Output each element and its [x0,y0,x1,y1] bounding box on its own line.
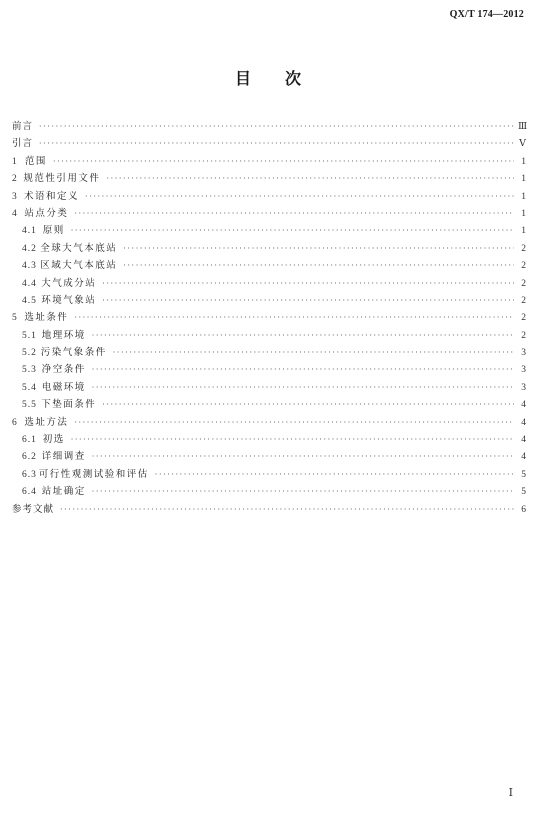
toc-entry[interactable] [12,414,526,431]
toc-entry-label: 可行性观测试验和评估 [38,468,149,480]
dot-leader [123,240,514,257]
toc-entry[interactable] [12,361,526,378]
toc-entry-page: 1 [521,191,526,202]
toc-entry[interactable] [12,448,526,465]
toc-entry-number: 4.2 [22,243,37,254]
toc-entry-number: 5.3 [22,365,37,376]
toc-entry-label: 站址确定 [41,486,86,498]
toc-entry-number: 4 [12,208,17,219]
toc-entry-label: 污染气象条件 [40,347,107,359]
dot-leader [92,361,514,378]
toc-entry-label: 全球大气本底站 [40,242,118,254]
toc-entry-number: 2 [12,174,17,185]
toc-entry-label: 站点分类 [24,207,69,219]
toc-entry-number: 6.3 [22,469,37,480]
toc-entry[interactable] [12,257,526,274]
toc-entry[interactable] [12,188,526,205]
toc-entry-page: 4 [521,435,526,446]
dot-leader [123,257,514,274]
toc-entry-number: 6.4 [22,487,37,498]
toc-entry-page: 2 [521,295,526,306]
toc-entry-label: 选址条件 [24,312,69,324]
toc-entry-number: 5.5 [22,400,37,411]
toc-entry-page: 5 [521,487,526,498]
toc-entry-number: 4.4 [22,278,37,289]
toc-entry-number: 4.5 [22,295,37,306]
toc-entry[interactable] [12,466,526,483]
toc-entry-number: 1 [12,156,17,167]
toc-entry-number: 4.1 [22,226,37,237]
toc-entry-page: 4 [521,417,526,428]
toc-entry-label: 规范性引用文件 [23,173,101,185]
toc-entry[interactable] [12,118,526,135]
toc-entry-label: 地理环境 [41,329,86,341]
footer-page-number: Ⅰ [508,787,513,799]
toc-entry-page: Ⅲ [518,122,528,132]
toc-entry-page: 2 [521,261,526,272]
toc-entry-label: 下垫面条件 [41,399,97,411]
standard-code: QX/T 174—2012 [449,9,524,20]
dot-leader [113,344,514,361]
toc-entry[interactable] [12,275,526,292]
dot-leader [60,501,514,518]
dot-leader [92,327,514,344]
toc-entry-number: 5.1 [22,330,37,341]
toc-entry-page: 2 [521,243,526,254]
toc-entry-label: 范围 [24,155,47,167]
dot-leader [39,118,514,135]
toc-entry-label: 大气成分站 [41,277,97,289]
toc-entry-number: 6.1 [22,435,37,446]
toc-entry-page: 1 [521,174,526,185]
dot-leader [39,135,514,152]
toc-entry-page: 3 [521,365,526,376]
toc-entry-number: 4.3 [22,261,37,272]
toc-entry-page: 4 [521,452,526,463]
toc-entry-number: 6 [12,417,17,428]
toc-entry[interactable] [12,153,526,170]
toc-entry-label: 术语和定义 [24,190,80,202]
dot-leader [106,170,514,187]
toc-entry-page: 6 [521,504,526,515]
toc-entry-label: 原则 [42,225,65,237]
toc-entry-page: 1 [521,226,526,237]
toc-entry-page: 3 [521,348,526,359]
toc-entry-number: 5 [12,313,17,324]
dot-leader [92,448,514,465]
toc-entry[interactable] [12,431,526,448]
toc-entry-label: 电磁环境 [41,381,86,393]
title-char-2: 次 [285,69,302,88]
toc-entry-page: 2 [521,278,526,289]
dot-leader [102,275,514,292]
toc-entry-label: 引言 [12,138,34,150]
toc-entry-page: 1 [521,156,526,167]
toc-entry-label: 选址方法 [24,416,69,428]
toc-entry[interactable] [12,344,526,361]
toc-entry[interactable] [12,396,526,413]
toc-entry[interactable] [12,135,526,152]
toc-entry[interactable] [12,205,526,222]
table-of-contents [12,118,526,518]
toc-entry[interactable] [12,309,526,326]
toc-entry-page: 1 [521,208,526,219]
dot-leader [74,205,514,222]
toc-entry[interactable] [12,501,526,518]
toc-entry[interactable] [12,170,526,187]
dot-leader [71,222,514,239]
toc-entry-number: 3 [12,191,17,202]
toc-entry-page: 3 [521,382,526,393]
toc-entry-number: 5.2 [22,348,37,359]
toc-entry[interactable] [12,240,526,257]
dot-leader [74,309,514,326]
toc-entry-label: 初选 [42,434,65,446]
toc-entry-page: 4 [521,400,526,411]
dot-leader [92,379,514,396]
dot-leader [71,431,514,448]
toc-entry-number: 5.4 [22,382,37,393]
toc-entry-label: 参考文献 [12,503,55,515]
toc-entry[interactable] [12,292,526,309]
toc-entry-label: 净空条件 [41,364,86,376]
toc-entry-label: 前言 [12,121,34,132]
toc-entry-label: 详细调查 [41,451,86,463]
toc-entry-label: 区域大气本底站 [40,260,118,272]
toc-entry[interactable] [12,483,526,500]
title-char-1: 目 [234,69,251,88]
toc-entry[interactable] [12,379,526,396]
page-title [0,66,536,89]
toc-entry-number: 6.2 [22,452,37,463]
dot-leader [74,414,514,431]
toc-entry[interactable] [12,327,526,344]
toc-entry-label: 环境气象站 [41,294,97,306]
dot-leader [85,188,514,205]
toc-entry-page: 5 [521,469,526,480]
dot-leader [53,153,514,170]
toc-entry-page: Ⅴ [519,139,526,150]
dot-leader [92,483,514,500]
dot-leader [155,466,514,483]
dot-leader [102,396,514,413]
toc-entry-page: 2 [521,330,526,341]
toc-entry-page: 2 [521,313,526,324]
toc-entry[interactable] [12,222,526,239]
dot-leader [102,292,514,309]
